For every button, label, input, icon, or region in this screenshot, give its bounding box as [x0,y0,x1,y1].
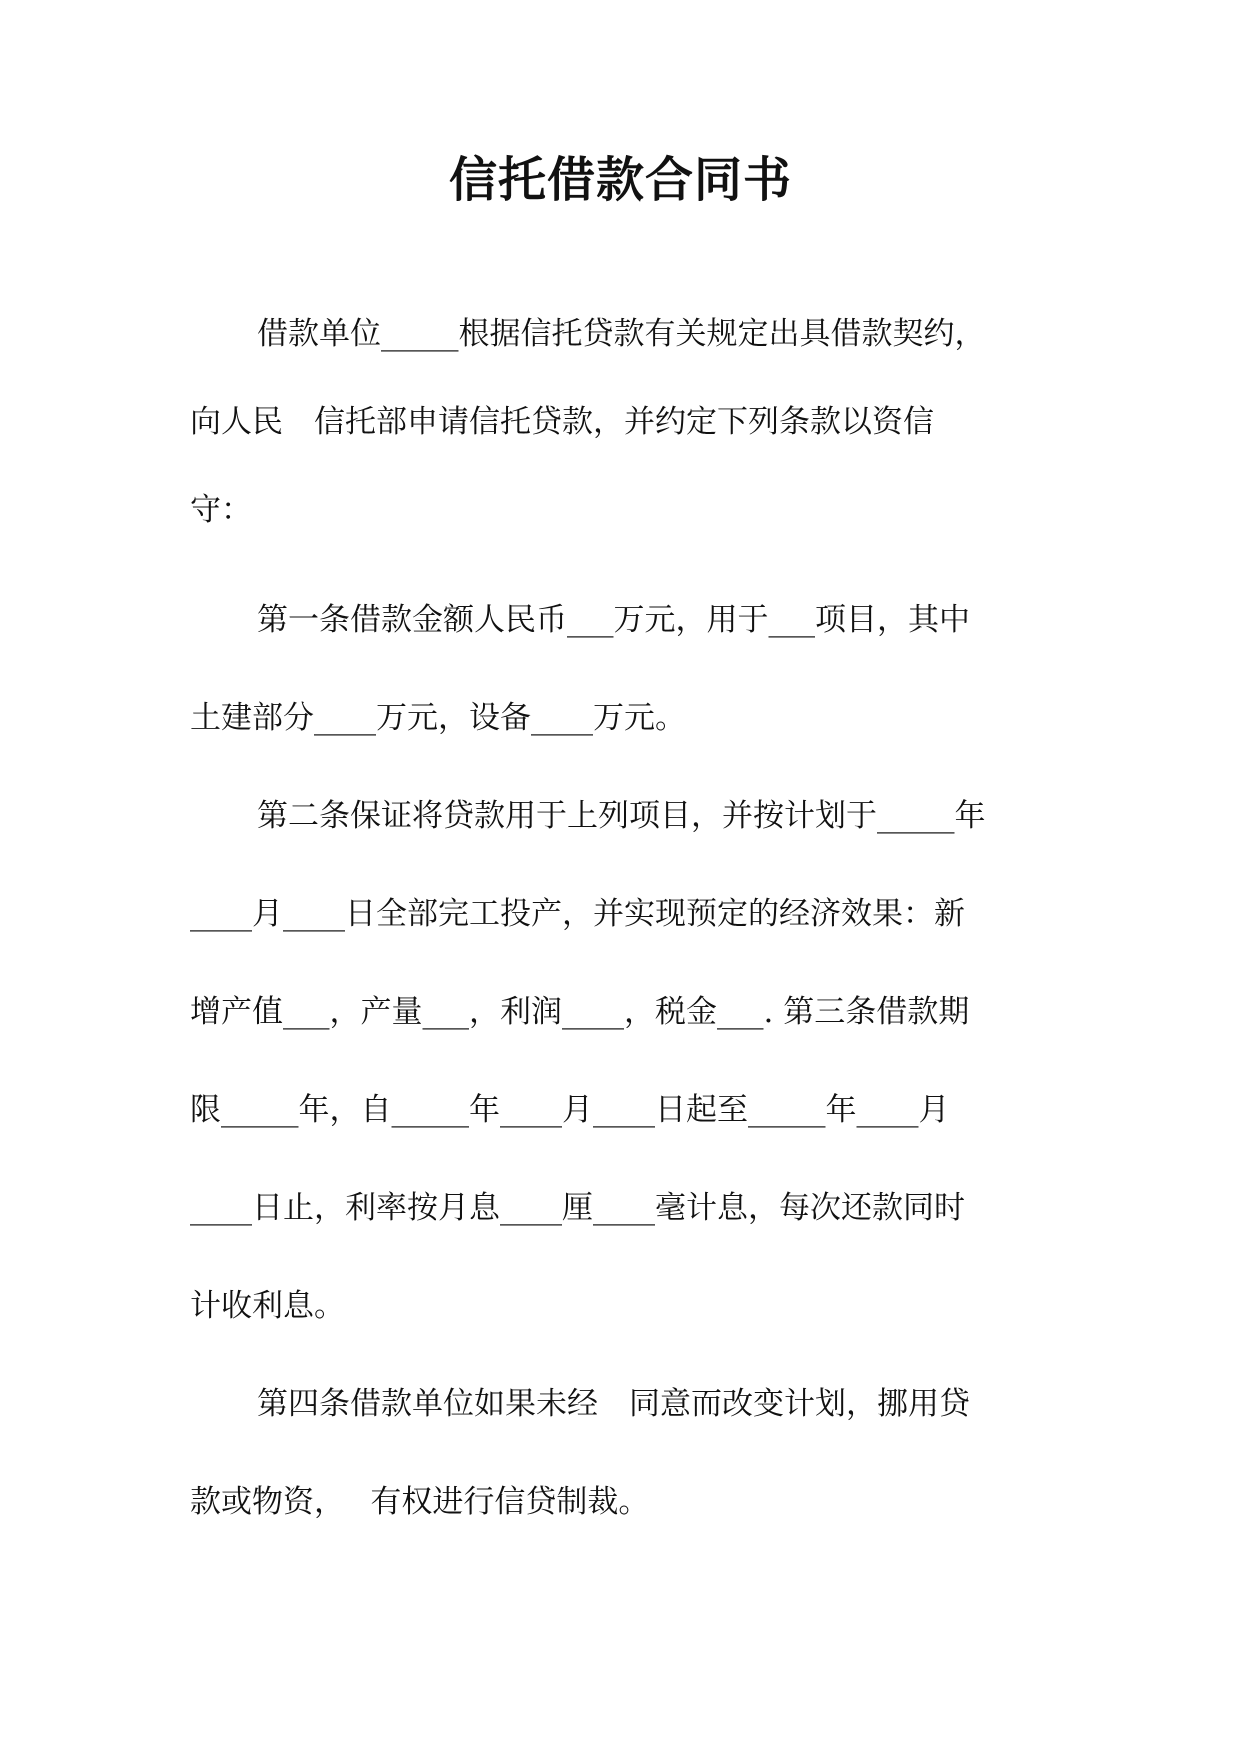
text-line-9: 限_____年，自_____年____月____日起至_____年____月 [190,1092,950,1128]
text-line-7: ____月____日全部完工投产，并实现预定的经济效果：新 [190,896,965,932]
text-line-8: 增产值___，产量___，利润____，税金___. 第三条借款期 [190,994,970,1030]
text-line-12: 第四条借款单位如果未经 同意而改变计划，挪用贷 [257,1386,970,1422]
text-line-6: 第二条保证将贷款用于上列项目，并按计划于_____年 [257,798,986,834]
text-line-11: 计收利息。 [190,1288,345,1324]
text-line-4: 第一条借款金额人民币___万元，用于___项目，其中 [257,602,970,638]
text-line-1: 借款单位_____根据信托贷款有关规定出具借款契约， [257,316,986,352]
text-line-3: 守： [190,492,252,528]
text-line-13: 款或物资， 有权进行信贷制裁。 [190,1484,650,1520]
document-title: 信托借款合同书 [448,152,792,208]
text-line-5: 土建部分____万元，设备____万元。 [190,700,686,736]
text-line-2: 向人民 信托部申请信托贷款，并约定下列条款以资信 [190,404,934,440]
text-line-10: ____日止，利率按月息____厘____毫计息，每次还款同时 [190,1190,965,1226]
